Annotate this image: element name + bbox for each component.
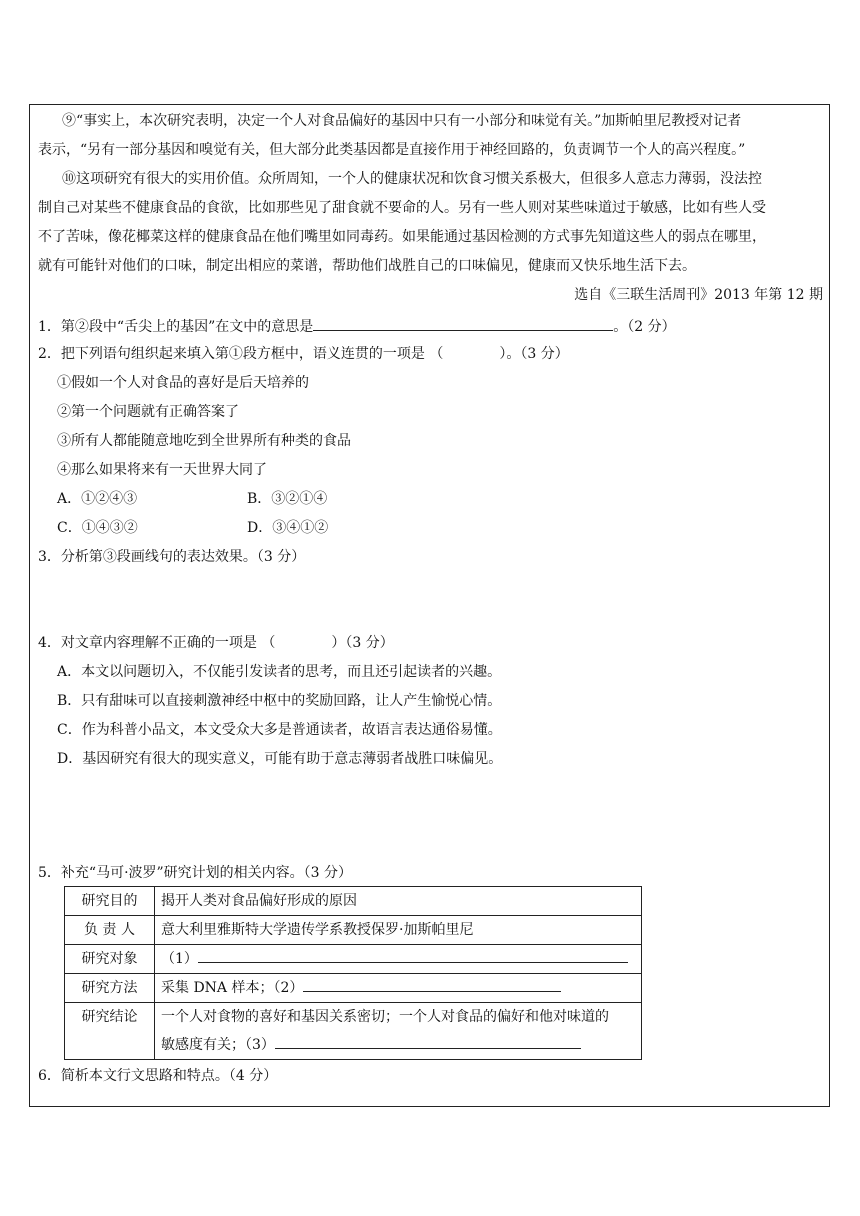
conclusion-line-2	[161, 1031, 635, 1059]
question-2-option-b[interactable]: B．③②①④	[247, 491, 328, 507]
question-4-option-b[interactable]: B．只有甜味可以直接刺激神经中枢中的奖励回路，让人产生愉悦心情。	[57, 693, 502, 709]
question-2-sentence-1: ①假如一个人对食品的喜好是后天培养的	[57, 375, 309, 391]
question-4-option-c[interactable]: C．作为科普小品文，本文受众大多是普通读者，故语言表达通俗易懂。	[57, 722, 502, 738]
subject-prefix: （1）	[161, 951, 198, 967]
row-label-purpose: 研究目的	[65, 887, 155, 916]
question-4-option-d[interactable]: D．基因研究有很大的现实意义，可能有助于意志薄弱者战胜口味偏见。	[57, 751, 503, 767]
table-row	[65, 974, 642, 1003]
table-row	[65, 945, 642, 974]
method-answer-blank[interactable]	[303, 977, 561, 992]
question-1-suffix: 。（2 分）	[613, 319, 676, 335]
question-1-prefix: 1．第②段中“舌尖上的基因”在文中的意思是	[38, 319, 314, 335]
question-5: 5．补充“马可·波罗”研究计划的相关内容。（3 分）	[38, 865, 353, 881]
row-content-purpose: 揭开人类对食品偏好形成的原因	[155, 887, 642, 916]
paragraph-10-line-1: ⑩这项研究有很大的实用价值。众所周知，一个人的健康状况和饮食习惯关系极大，但很多人意志力薄弱，没法控	[62, 171, 762, 187]
method-prefix: 采集 DNA 样本；（2）	[161, 980, 304, 996]
conclusion-prefix: 敏感度有关；（3）	[161, 1037, 275, 1053]
question-1	[38, 316, 676, 336]
conclusion-line-1: 一个人对食物的喜好和基因关系密切；一个人对食品的偏好和他对味道的	[161, 1009, 609, 1025]
paragraph-9-line-1: ⑨“事实上，本次研究表明，决定一个人对食品偏好的基因中只有一小部分和味觉有关。”加斯帕里尼教授对记者	[62, 113, 742, 129]
question-6: 6．简析本文行文思路和特点。（4 分）	[38, 1068, 278, 1084]
conclusion-answer-blank[interactable]	[275, 1034, 581, 1049]
row-content-subject	[155, 945, 642, 974]
question-2-option-c[interactable]: C．①④③②	[57, 520, 138, 536]
row-content-conclusion	[155, 1003, 642, 1060]
row-content-lead: 意大利里雅斯特大学遗传学系教授保罗·加斯帕里尼	[155, 916, 642, 945]
subject-answer-blank[interactable]	[198, 948, 628, 963]
question-2-option-d[interactable]: D．③④①②	[247, 520, 329, 536]
question-3: 3．分析第③段画线句的表达效果。（3 分）	[38, 549, 306, 565]
row-label-method: 研究方法	[65, 974, 155, 1003]
question-2-option-a[interactable]: A．①②④③	[57, 491, 138, 507]
question-4: 4．对文章内容理解不正确的一项是 （ ）（3 分）	[38, 635, 394, 651]
paragraph-9-line-2: 表示，“另有一部分基因和嗅觉有关，但大部分此类基因都是直接作用于神经回路的，负责调节一个人的高兴程度。”	[38, 142, 746, 158]
paragraph-10-line-4: 就有可能针对他们的口味，制定出相应的菜谱，帮助他们战胜自己的口味偏见，健康而又快乐地生活下去。	[38, 258, 696, 274]
question-1-answer-blank[interactable]	[313, 316, 613, 331]
row-content-method	[155, 974, 642, 1003]
row-label-lead: 负 责 人	[65, 916, 155, 945]
table-row	[65, 916, 642, 945]
row-label-conclusion: 研究结论	[65, 1003, 155, 1060]
table-row	[65, 1003, 642, 1060]
table-row	[65, 887, 642, 916]
question-2: 2．把下列语句组织起来填入第①段方框中，语义连贯的一项是 （ ）。（3 分）	[38, 346, 569, 362]
question-2-sentence-2: ②第一个问题就有正确答案了	[57, 404, 239, 420]
research-plan-table	[64, 886, 642, 1060]
source-citation: 选自《三联生活周刊》2013 年第 12 期	[574, 287, 823, 303]
paragraph-10-line-3: 不了苦味，像花椰菜这样的健康食品在他们嘴里如同毒药。如果能通过基因检测的方式事先知道这些人的弱点在哪里，	[38, 229, 766, 245]
question-2-sentence-4: ④那么如果将来有一天世界大同了	[57, 462, 267, 478]
paragraph-10-line-2: 制自己对某些不健康食品的食欲，比如那些见了甜食就不要命的人。另有一些人则对某些味道过于敏感，比如有些人受	[38, 200, 766, 216]
question-2-sentence-3: ③所有人都能随意地吃到全世界所有种类的食品	[57, 433, 351, 449]
question-4-option-a[interactable]: A．本文以问题切入，不仅能引发读者的思考，而且还引起读者的兴趣。	[57, 664, 502, 680]
row-label-subject: 研究对象	[65, 945, 155, 974]
